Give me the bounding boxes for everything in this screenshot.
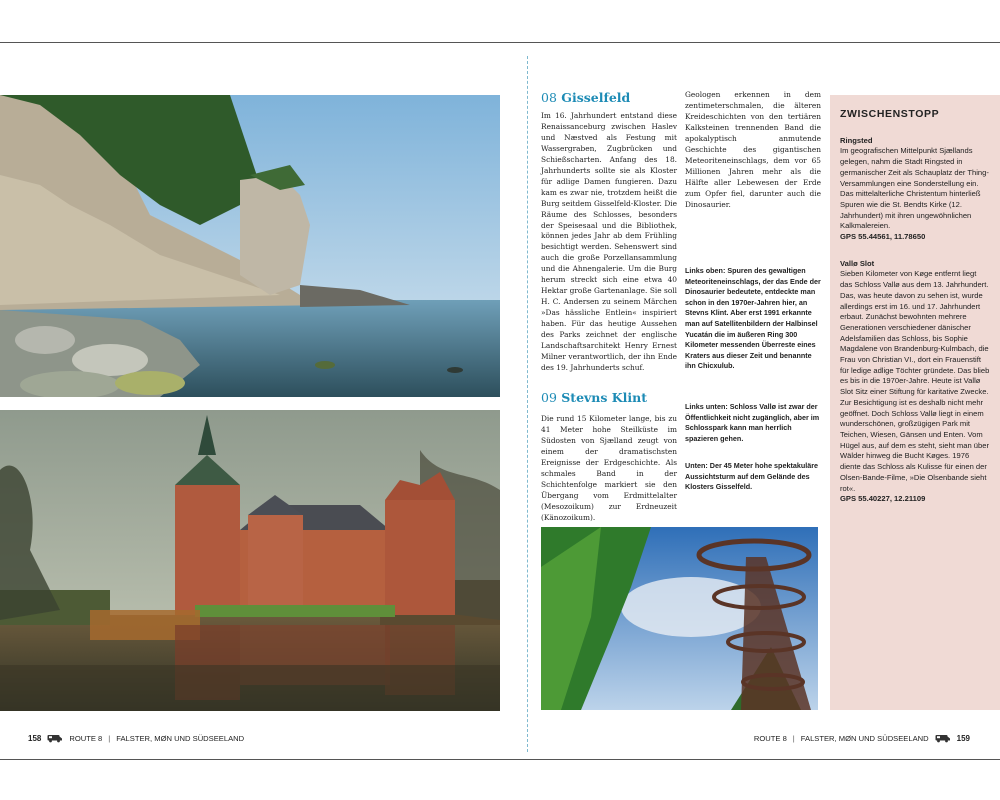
caption-links-oben: Links oben: Spuren des gewaltigen Meteoriteneinschlags, der das Ende der Dinosaurier bedeutete, entdeckte man schon in den 1970er-Jahren hier, an Stevns Klint. Aber erst 1991 erkannte man auf Satellitenbildern der Halbinsel Yucatán die im äußeren Ring 300 Kilometer messenden Überreste eines Kraters aus dieser Zeit und benannte ihn Chicxulub. — [685, 266, 821, 371]
heading-number: 09 — [541, 390, 557, 405]
cliffs-image — [0, 95, 500, 397]
footer-separator: | — [792, 734, 795, 743]
footer-right — [754, 734, 970, 743]
sidebar-ringsted-text: Im geografischen Mittelpunkt Sjællands gelegen, nahm die Stadt Ringsted in germanischer Zeit als Schauplatz der Thing-Versammlungen eine Sonderstellung ein. Das mittelalterliche Christentum hinterließ Spuren wie die St. Bendts Kirke (12. Jahrhundert) mit ihren ungewöhnlichen Kalkmalereien. — [840, 146, 989, 231]
page-number-right: 159 — [956, 734, 970, 743]
column-gisselfeld — [541, 90, 677, 374]
page-number-left: 158 — [28, 734, 42, 743]
sidebar-vallo-title: Vallø Slot — [840, 258, 875, 268]
footer-region: FALSTER, MØN UND SÜDSEELAND — [116, 734, 245, 743]
tower-image — [541, 527, 818, 710]
sidebar-vallo-text: Sieben Kilometer von Køge entfernt liegt das Schloss Vallø aus dem 13. Jahrhundert. Das, was heute davon zu sehen ist, wurde allerdings erst im 16. und 17. Jahrhundert erbaut. Zunächst bewohnten mehrere Generationen verschiedener dänischer Adelsfamilien das Schloss, bis Sophie Magdalene von Brandenburg-Kulmbach, die Frau von Christian VI., dort ein Frauenstift für ledige adlige Töchter gründete. Das blieb es bis in die 1970er-Jahre. Heute ist Vallø Slot Sitz einer Stiftung für karitative Zwecke. Zur Besichtigung ist es deshalb nicht mehr geöffnet. Doch Schloss Vallø liegt in einem wunderschönen, großzügigen Park mit Teichen, Wiesen, Gänsen und Enten. Vom Hügel aus, auf dem es steht, sieht man über Wälder hinweg die Bucht Køges. 1976 diente das Schloss als Kulisse für einen der Olsen-Bande-Filme, »Die Olsenbande sieht rot«. — [840, 269, 990, 493]
heading-title: Gisselfeld — [561, 90, 631, 105]
stevns-klint-continued-text: Geologen erkennen in dem zentimeterschmalen, die älteren Kreideschichten von den tertiären Kalksteinen trennenden Band die apokalyptisch anmutende Geschichte des gigantischen Meteoriteneinschlags, dem vor 65 Millionen Jahren mehr als die Hälfte aller Lebewesen der Erde zum Opfer fiel, darunter auch die Dinosaurier. — [685, 90, 821, 209]
sidebar-ringsted-gps: GPS 55.44561, 11.78650 — [840, 232, 926, 242]
caption-links-unten: Links unten: Schloss Vallø ist zwar der Öffentlichkeit nicht zugänglich, aber im Schlosspark kann man herrlich spazieren gehen. — [685, 402, 820, 443]
footer-route: ROUTE 8 — [69, 734, 103, 743]
heading-title: Stevns Klint — [561, 390, 647, 405]
camper-van-icon — [935, 734, 951, 743]
footer-route: ROUTE 8 — [753, 734, 787, 743]
caption-unten: Unten: Der 45 Meter hohe spektakuläre Aussichtsturm auf dem Gelände des Klosters Gisselfeld. — [685, 461, 819, 492]
heading-number: 08 — [541, 90, 557, 105]
sidebar-ringsted-title: Ringsted — [840, 135, 873, 145]
page-gutter — [527, 56, 528, 752]
heading-stevns-klint — [541, 390, 677, 405]
gisselfeld-text: Im 16. Jahrhundert entstand diese Renaissanceburg zwischen Haslev und Næstved als Festung mit Wassergraben, Zugbrücken und Schießscharten. Anfang des 18. Jahrhunderts sollte sie als Kloster für adlige Damen fungieren. Dazu kam es zwar nie, trotzdem heißt die Burg seitdem Gisselfeld-Kloster. Die Räume des Schlosses, besonders der Speisesaal und die Bibliothek, können jedes Jahr ab dem Frühling besichtigt werden. Sehenswert sind auch die große Porzellansammlung und die Ahnengalerie. Um die Burg herum streckt sich eine etwa 40 Hektar große Gartenanlage. Sie soll H. C. Andersen zu seinem Märchen »Das hässliche Entlein« inspiriert haben. Für das heutige Aussehen des Parks zeichnet der englische Landschaftsarchitekt Henry Ernest Milner verantwortlich, der ihn Ende des 19. Jahrhunderts schuf. — [541, 111, 677, 372]
photo-stevns-klint — [0, 95, 500, 397]
footer-region: FALSTER, MØN UND SÜDSEELAND — [800, 734, 929, 743]
castle-image — [0, 410, 500, 711]
sidebar-zwischenstopp — [830, 95, 1000, 710]
camper-van-icon — [47, 734, 63, 743]
stevns-klint-text: Die rund 15 Kilometer lange, bis zu 41 Meter hohe Steilküste im Südosten von Sjælland zeugt von einem der dramatischsten Ereignisse der Erdgeschichte. Als schmales Band in der Schichtenfolge markiert sie den Übergang vom Erdmittelalter (Mesozoikum) zur Erdneuzeit (Känozoikum). — [541, 414, 677, 522]
sidebar-vallo-gps: GPS 55.40227, 12.21109 — [840, 494, 926, 504]
photo-vallo-slot — [0, 410, 500, 711]
footer-separator: | — [108, 734, 111, 743]
heading-gisselfeld — [541, 90, 677, 105]
sidebar-title: ZWISCHENSTOPP — [840, 108, 940, 120]
photo-aussichtsturm — [541, 527, 818, 710]
column-continued — [685, 90, 821, 210]
footer-left — [28, 734, 244, 743]
